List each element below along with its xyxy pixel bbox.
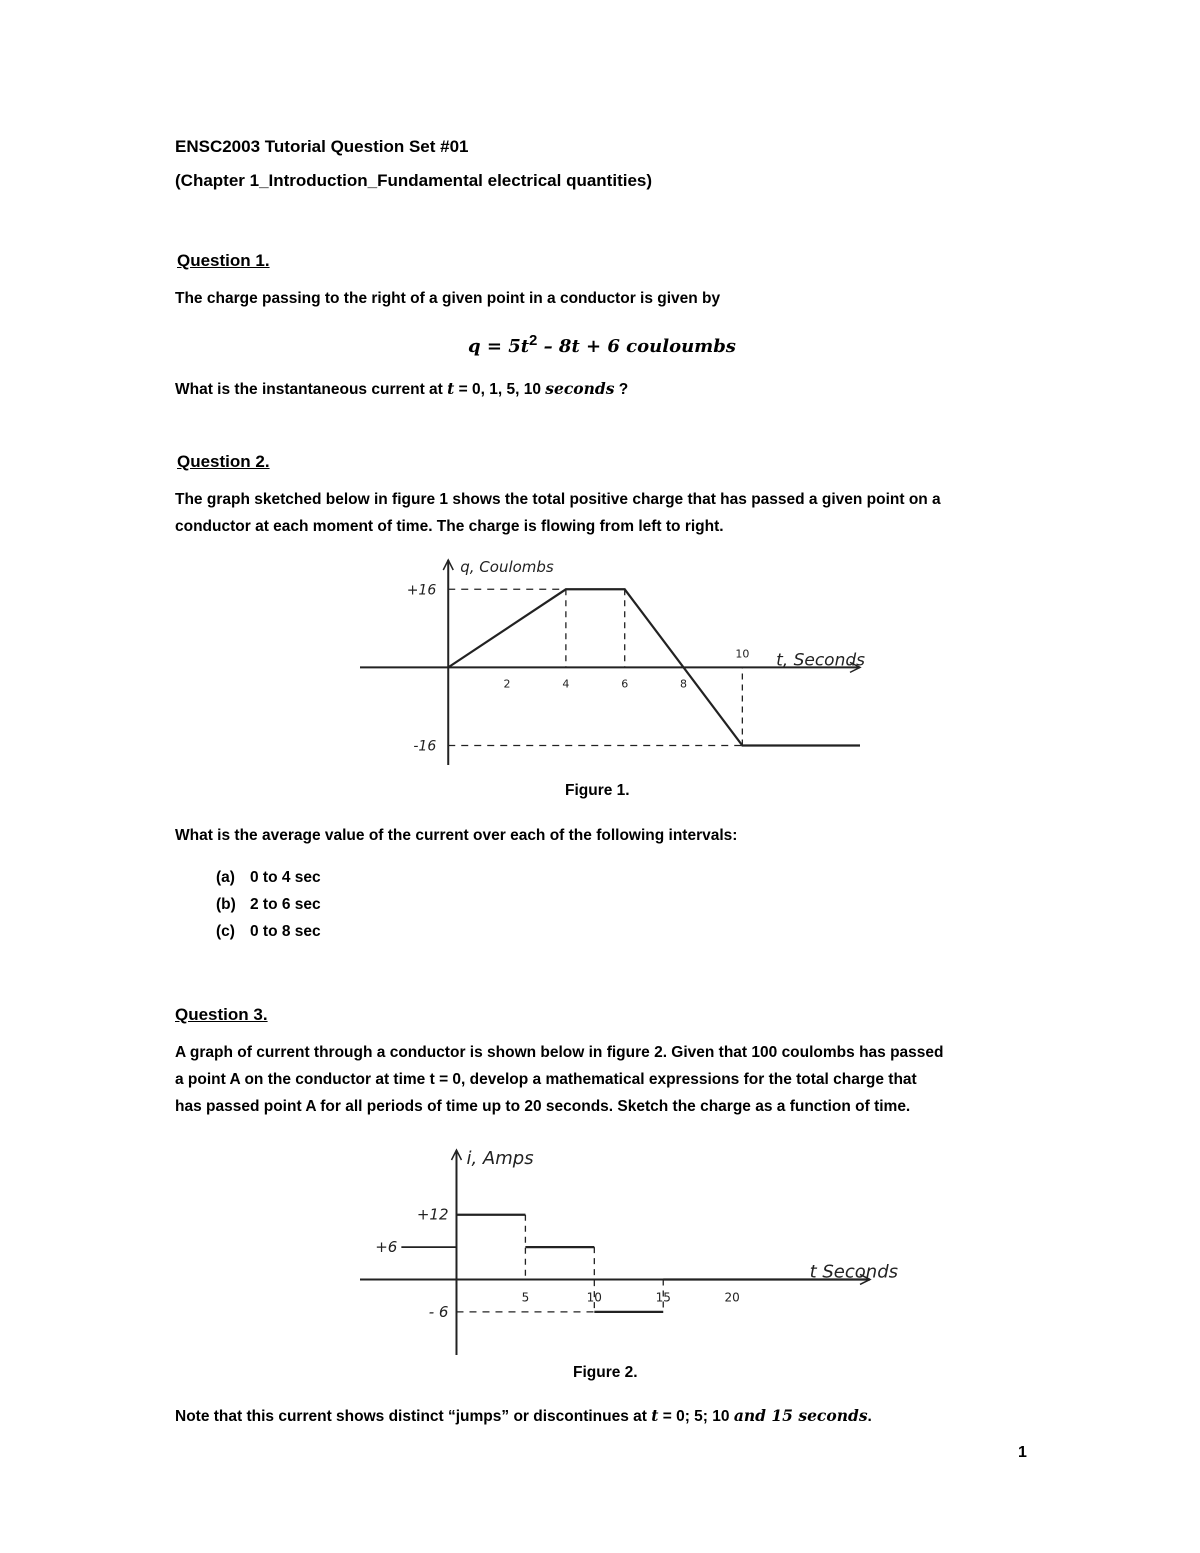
x-tick-label: 5 xyxy=(521,1290,530,1305)
question-3-line-2: a point A on the conductor at time t = 0, develop a mathematical expressions for the total charge that xyxy=(175,1071,917,1088)
x-tick-label: 6 xyxy=(621,677,629,691)
page-number: 1 xyxy=(1018,1444,1027,1461)
x-tick-label: 10 xyxy=(586,1290,602,1305)
x-tick-label: 10 xyxy=(735,647,750,661)
y-axis-label: i, Amps xyxy=(466,1148,534,1169)
page-title: ENSC2003 Tutorial Question Set #01 xyxy=(175,137,469,156)
x-axis-label: t, Seconds xyxy=(776,650,865,671)
question-1-equation: $q = 5t^2 - 8t + 6$ couloumbs xyxy=(468,332,736,357)
list-item: (c) 0 to 8 sec xyxy=(216,923,321,940)
y-tick-label: - 6 xyxy=(428,1302,449,1321)
list-item: (a) 0 to 4 sec xyxy=(216,869,321,886)
question-3-line-1: A graph of current through a conductor is shown below in figure 2. Given that 100 coulombs has passed xyxy=(175,1044,944,1061)
question-1-text: The charge passing to the right of a given point in a conductor is given by xyxy=(175,290,721,307)
x-axis-label: t Seconds xyxy=(809,1261,898,1283)
page-subtitle: (Chapter 1_Introduction_Fundamental electrical quantities) xyxy=(175,171,653,190)
y-axis-label: q, Coulombs xyxy=(460,558,554,576)
question-2-text-line-1: The graph sketched below in figure 1 shows the total positive charge that has passed a given point on a xyxy=(175,491,941,508)
figure-2-marks xyxy=(360,1148,898,1355)
figure-1-marks xyxy=(360,558,865,765)
figure-2-graph xyxy=(340,1140,900,1365)
question-3-line-3: has passed point A for all periods of time up to 20 seconds. Sketch the charge as a function of time. xyxy=(175,1098,911,1115)
x-tick-label: 15 xyxy=(655,1290,671,1305)
question-3-note: Note that this current shows distinct “jumps” or discontinues at t = 0; 5; 10 and 15 seconds. xyxy=(175,1406,872,1425)
x-tick-label: 4 xyxy=(562,677,570,691)
y-tick-label: +16 xyxy=(406,582,437,599)
x-tick-label: 2 xyxy=(503,677,511,691)
y-tick-label: +6 xyxy=(375,1238,398,1257)
y-tick-label: -16 xyxy=(413,738,437,755)
figure-1-caption: Figure 1. xyxy=(565,782,630,799)
list-item: (b) 2 to 6 sec xyxy=(216,896,321,913)
question-1-prompt: What is the instantaneous current at t = 0, 1, 5, 10 seconds ? xyxy=(175,379,629,398)
x-tick-label: 8 xyxy=(680,677,688,691)
figure-1-graph xyxy=(340,550,880,775)
question-2-heading: Question 2. xyxy=(177,452,270,471)
y-tick-label: +12 xyxy=(416,1205,449,1224)
question-2-text-line-2: conductor at each moment of time. The charge is flowing from left to right. xyxy=(175,518,724,535)
question-2-prompt: What is the average value of the current over each of the following intervals: xyxy=(175,827,738,844)
x-tick-label: 20 xyxy=(724,1290,740,1305)
figure-2-caption: Figure 2. xyxy=(573,1364,638,1381)
question-3-heading: Question 3. xyxy=(175,1005,268,1024)
question-1-heading: Question 1. xyxy=(177,251,270,270)
interval-list xyxy=(216,864,321,945)
